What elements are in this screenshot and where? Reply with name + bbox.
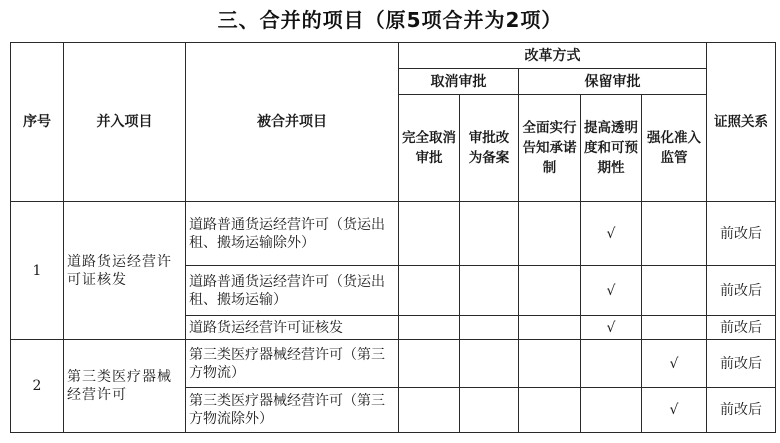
group-seq: 2	[11, 340, 64, 433]
cell-cancel-full	[399, 340, 460, 388]
cell-keep-transparency	[581, 340, 642, 388]
header-merged-items: 被合并项目	[186, 43, 399, 202]
cell-cancel-full	[399, 388, 460, 433]
cell-keep-supervision	[642, 202, 707, 266]
header-keep-transparency: 提高透明度和可预期性	[581, 95, 642, 202]
header-keep-approval: 保留审批	[519, 69, 707, 95]
group-name: 道路货运经营许可证核发	[64, 202, 186, 340]
cell-cancel-to-record	[460, 388, 519, 433]
merged-item: 第三类医疗器械经营许可（第三方物流）	[186, 340, 399, 388]
table-row	[11, 202, 776, 266]
cell-keep-notify	[519, 388, 581, 433]
cell-cancel-to-record	[460, 266, 519, 316]
header-cancel-approval: 取消审批	[399, 69, 519, 95]
header-cancel-full: 完全取消审批	[399, 95, 460, 202]
header-license-relation: 证照关系	[707, 43, 776, 202]
cell-cancel-full	[399, 316, 460, 340]
cell-cancel-full	[399, 266, 460, 316]
cell-cancel-to-record	[460, 316, 519, 340]
header-seq: 序号	[11, 43, 64, 202]
merged-item: 道路货运经营许可证核发	[186, 316, 399, 340]
cell-keep-supervision: √	[642, 388, 707, 433]
cell-keep-transparency: √	[581, 266, 642, 316]
cell-cancel-to-record	[460, 340, 519, 388]
header-keep-supervision: 强化准入监管	[642, 95, 707, 202]
merged-item: 道路普通货运经营许可（货运出租、搬场运输除外）	[186, 202, 399, 266]
table-row	[11, 340, 776, 388]
merged-item: 第三类医疗器械经营许可（第三方物流除外）	[186, 388, 399, 433]
cell-license-relation: 前改后	[707, 266, 776, 316]
header-keep-notify: 全面实行告知承诺制	[519, 95, 581, 202]
cell-keep-supervision: √	[642, 340, 707, 388]
cell-keep-notify	[519, 266, 581, 316]
page-title: 三、合并的项目（原5项合并为2项）	[217, 8, 563, 32]
cell-license-relation: 前改后	[707, 340, 776, 388]
cell-keep-notify	[519, 316, 581, 340]
cell-license-relation: 前改后	[707, 316, 776, 340]
cell-keep-notify	[519, 202, 581, 266]
header-reform-mode: 改革方式	[399, 43, 707, 69]
cell-keep-transparency	[581, 388, 642, 433]
cell-cancel-full	[399, 202, 460, 266]
cell-license-relation: 前改后	[707, 388, 776, 433]
header-cancel-to-record: 审批改为备案	[460, 95, 519, 202]
cell-license-relation: 前改后	[707, 202, 776, 266]
header-merged-into: 并入项目	[64, 43, 186, 202]
cell-keep-transparency: √	[581, 316, 642, 340]
cell-keep-notify	[519, 340, 581, 388]
cell-keep-supervision	[642, 316, 707, 340]
group-name: 第三类医疗器械经营许可	[64, 340, 186, 433]
cell-cancel-to-record	[460, 202, 519, 266]
group-seq: 1	[11, 202, 64, 340]
cell-keep-supervision	[642, 266, 707, 316]
merged-item: 道路普通货运经营许可（货运出租、搬场运输）	[186, 266, 399, 316]
merged-items-table	[10, 42, 776, 433]
cell-keep-transparency: √	[581, 202, 642, 266]
